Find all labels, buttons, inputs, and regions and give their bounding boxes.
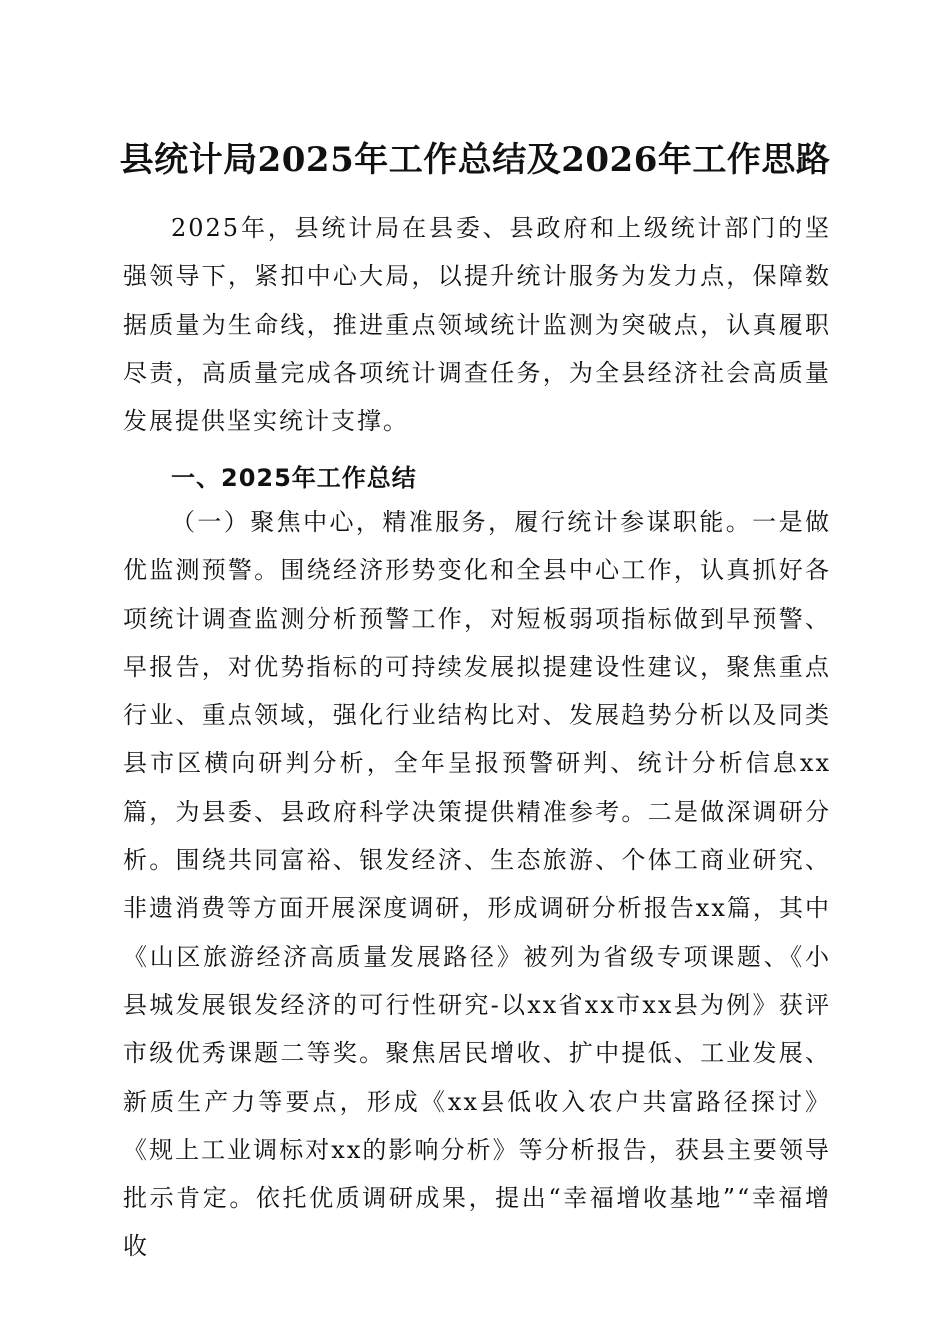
section-heading: 一、2025年工作总结 — [171, 464, 417, 492]
intro-paragraph: 2025年，县统计局在县委、县政府和上级统计部门的坚强领导下，紧扣中心大局，以提升统计服务为发力点，保障数据质量为生命线，推进重点领域统计监测为突破点，认真履职尽责，高质量完成各项统计调查任务，为全县经济社会高质量发展提供坚实统计支撑。 — [123, 214, 831, 436]
section-paragraph: （一）聚焦中心，精准服务，履行统计参谋职能。一是做优监测预警。围绕经济形势变化和全县中心工作，认真抓好各项统计调查监测分析预警工作，对短板弱项指标做到早预警、早报告，对优势指标的可持续发展拟提建设性建议，聚焦重点行业、重点领域，强化行业结构比对、发展趋势分析以及同类县市区横向研判分析，全年呈报预警研判、统计分析信息xx篇，为县委、县政府科学决策提供精准参考。二是做深调研分析。围绕共同富裕、银发经济、生态旅游、个体工商业研究、非遗消费等方面开展深度调研，形成调研分析报告xx篇，其中《山区旅游经济高质量发展路径》被列为省级专项课题、《小县城发展银发经济的可行性研究-以xx省xx市xx县为例》获评市级优秀课题二等奖。聚焦居民增收、扩中提低、工业发展、新质生产力等要点，形成《xx县低收入农户共富路径探讨》《规上工业调标对xx的影响分析》等分析报告，获县主要领导批示肯定。依托优质调研成果，提出“幸福增收基地”“幸福增收 — [123, 508, 831, 1261]
document-title: 县统计局2025年工作总结及2026年工作思路 — [119, 140, 831, 180]
